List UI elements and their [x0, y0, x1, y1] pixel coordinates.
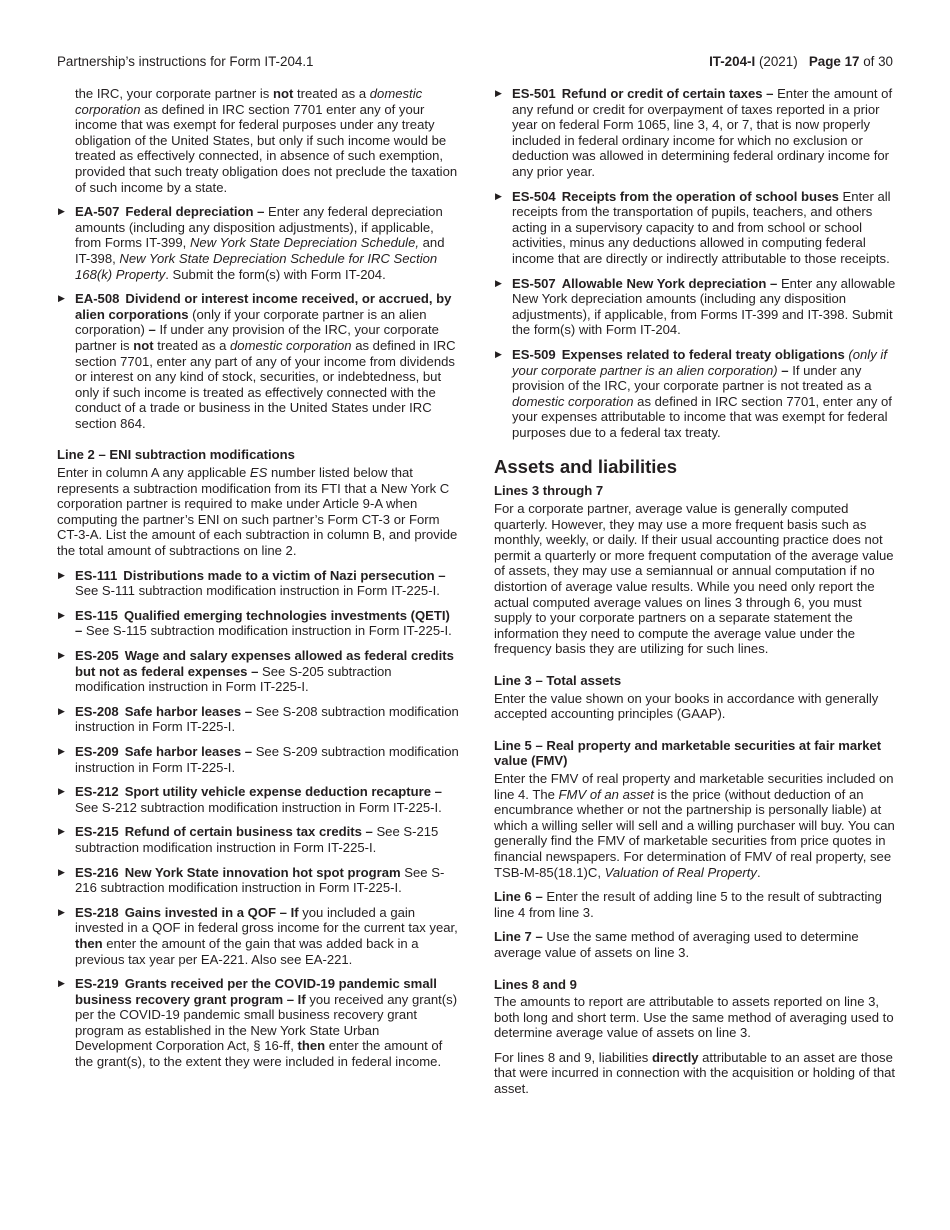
- bullet-triangle-icon: ▶: [58, 650, 65, 660]
- item-ea-507: ▶ EA-507 Federal depreciation – Enter any federal depreciation amounts (including any disposition adjustments), if applicable, from Forms IT-399, New York State Depreciation Schedule, and IT-398, New York State Depreciation Schedule for IRC Section 168(k) Property. Submit the form(s) with Form IT-204.: [58, 204, 445, 282]
- es-items-list: [57, 568, 459, 896]
- item-es-212: ▶ ES-212 Sport utility vehicle expense deduction recapture – See S-212 subtraction modification instruction in Form IT-225-I.: [58, 784, 442, 815]
- right-column: [494, 86, 898, 1097]
- lines-3-7-paragraph: For a corporate partner, average value is generally computed quarterly. However, they may use a more frequent basis such as monthly, weekly, or daily. If their usual accounting practice does not permit a quarterly or more frequent computation of the average value of assets, they may use a semiannual or annual computation if no distortion of average value results. While you need only report the actual computed average values on lines 3 through 6, you must supply to your corporate partners on a separate statement the information they need to compute the average value under the frequency basis they are utilizing for such lines.: [494, 501, 894, 657]
- bullet-triangle-icon: ▶: [495, 190, 502, 201]
- bullet-triangle-icon: ▶: [58, 745, 65, 756]
- header-page-info: [709, 53, 893, 70]
- bullet-triangle-icon: ▶: [58, 866, 65, 877]
- item-es-111: ▶ ES-111 Distributions made to a victim of Nazi persecution – See S-111 subtraction modification instruction in Form IT-225-I.: [58, 567, 446, 599]
- lines-8-9-paragraph-1: The amounts to report are attributable to assets reported on line 3, both long and short term. Use the same method of averaging used to determine average value of assets on line 3.: [494, 994, 894, 1041]
- continued-paragraph: the IRC, your corporate partner is not treated as a domestic corporation as defined in IRC section 7701 enter any of your income that was exempt for federal purposes under any treaty obligation of the United States, but only if such income would be treated as effectively connected, in absence of such exemption, provided that such treaty obligation does not preclude the taxation of such income by a state.: [75, 86, 458, 195]
- line-3-paragraph: Enter the value shown on your books in accordance with generally accepted accounting principles (GAAP).: [494, 690, 879, 722]
- line-6-paragraph: Line 6 – Enter the result of adding line 5 to the result of subtracting line 4 from line 3.: [494, 889, 882, 920]
- header-year: (2021): [758, 54, 798, 69]
- bullet-triangle-icon: ▶: [495, 88, 502, 98]
- item-es-219: ▶ ES-219 Grants received per the COVID-19 pandemic small business recovery grant program – If you received any grant(s) per the COVID-19 pandemic small business recovery grant program as established in the New York State Urban Development Corporation Act, § 16-ff, then enter the amount of the grant(s), to the extent they were included in federal income.: [58, 976, 458, 1070]
- header-form: IT-204-I: [709, 54, 756, 69]
- item-es-216: ▶ ES-216 New York State innovation hot spot program See S-216 subtraction modification instruction in Form IT-225-I.: [58, 864, 445, 896]
- line-2-heading: Line 2 – ENI subtraction modifications: [57, 447, 295, 463]
- bullet-triangle-icon: ▶: [58, 978, 65, 989]
- item-es-509: ▶ ES-509 Expenses related to federal treaty obligations (only if your corporate partner is an alien corporation) – If under any provision of the IRC, your corporate partner is not treated as a domestic corporation as defined in IRC section 7701, enter any of your expenses attributable to income that was exempt for federal purposes due to a federal tax treaty.: [495, 346, 892, 440]
- bullet-triangle-icon: ▶: [58, 786, 65, 797]
- item-es-208: ▶ ES-208 Safe harbor leases – See S-208 subtraction modification instruction in Form IT-225-I.: [58, 703, 459, 735]
- header-page: Page 17: [808, 54, 860, 69]
- bullet-triangle-icon: ▶: [495, 277, 502, 288]
- item-ea-508: ▶ EA-508 Dividend or interest income received, or accrued, by alien corporations (only if your corporate partner is an alien corporation) – If under any provision of the IRC, your corporate partner is not treated as a domestic corporation as defined in IRC section 7701, enter any part of any of your income from dividends or interest on any kind of stock, securities, or indebtedness, but only if such income is treated as effectively connected with the conduct of a trade or business in the United States under IRC section 864.: [58, 291, 456, 431]
- header-of: of 30: [863, 54, 893, 69]
- line-2-paragraph: Enter in column A any applicable ES number listed below that represents a subtraction modification from its FTI that a New York C corporation partner is required to make under Article 9-A when computing the partner’s ENI on such partner’s Form CT-3 or Form CT-3-A. List the amount of each subtraction in column B, and provide the total amount of subtractions on line 2.: [57, 465, 458, 559]
- header-title: Partnership’s instructions for Form IT-204.1: [57, 54, 314, 69]
- bullet-triangle-icon: ▶: [58, 206, 65, 217]
- bullet-triangle-icon: ▶: [58, 293, 65, 304]
- line-5-heading: Line 5 – Real property and marketable securities at fair market value (FMV): [494, 737, 882, 769]
- line-5-paragraph: Enter the FMV of real property and marketable securities included on line 4. The FMV of an asset is the price (without deduction of an encumbrance whether or not the partnership is personally liable) at which a willing seller will sell and a willing purchaser will buy. You can generally find the FMV of marketable securities from price quotes in financial newspapers. For determination of FMV of real property, see TSB-M-85(18.1)C, Valuation of Real Property.: [494, 770, 895, 880]
- line-7-paragraph: Line 7 – Use the same method of averaging used to determine average value of assets on line 3.: [494, 929, 859, 960]
- bullet-triangle-icon: ▶: [58, 609, 65, 620]
- item-es-215: ▶ ES-215 Refund of certain business tax credits – See S-215 subtraction modification instruction in Form IT-225-I.: [58, 824, 439, 855]
- item-es-115: ▶ ES-115 Qualified emerging technologies investments (QETI) – See S-115 subtraction modification instruction in Form IT-225-I.: [58, 607, 452, 639]
- item-es-205: ▶ ES-205 Wage and salary expenses allowed as federal credits but not as federal expenses – See S-205 subtraction modification instruction in Form IT-225-I.: [58, 648, 454, 695]
- bullet-triangle-icon: ▶: [58, 705, 65, 716]
- left-column: [57, 86, 459, 1079]
- bullet-triangle-icon: ▶: [58, 826, 65, 837]
- item-es-209: ▶ ES-209 Safe harbor leases – See S-209 subtraction modification instruction in Form IT-225-I.: [58, 743, 459, 775]
- line-3-heading: Line 3 – Total assets: [494, 673, 622, 688]
- item-es-501: ▶ ES-501 Refund or credit of certain taxes – Enter the amount of any refund or credit for overpayment of taxes reported in a prior year on federal Form 1065, line 3, 4, or 7, that is now properly included in federal ordinary income for which no exclusion or deduction was allowed in determining federal ordinary income for any prior year.: [495, 86, 893, 179]
- lines-8-9-paragraph-2: For lines 8 and 9, liabilities directly attributable to an asset are those that were incurred in connection with the acquisition or holding of that asset.: [494, 1049, 896, 1097]
- item-es-504: ▶ ES-504 Receipts from the operation of school buses Enter all receipts from the transportation of pupils, teachers, and others acting in a supervisory capacity to and from school or school activities, minus any deductions allowed in computing federal income that are directly or indirectly attributable to those receipts.: [495, 188, 891, 266]
- item-es-507: ▶ ES-507 Allowable New York depreciation – Enter any allowable New York depreciation amounts (including any disposition adjustments), if applicable, from Forms IT-399 and IT-398. Submit the form(s) with Form IT-204.: [495, 275, 896, 338]
- item-es-218: ▶ ES-218 Gains invested in a QOF – If you included a gain invested in a QOF in federal gross income for the current tax year, then enter the amount of the gain that was added back in a previous tax year per EA-221. Also see EA-221.: [58, 904, 458, 967]
- bullet-triangle-icon: ▶: [495, 348, 502, 359]
- bullet-triangle-icon: ▶: [58, 569, 65, 580]
- lines-3-7-heading: Lines 3 through 7: [494, 483, 604, 499]
- assets-liabilities-heading: Assets and liabilities: [494, 456, 678, 478]
- lines-8-9-heading: Lines 8 and 9: [494, 976, 577, 992]
- bullet-triangle-icon: ▶: [58, 906, 65, 917]
